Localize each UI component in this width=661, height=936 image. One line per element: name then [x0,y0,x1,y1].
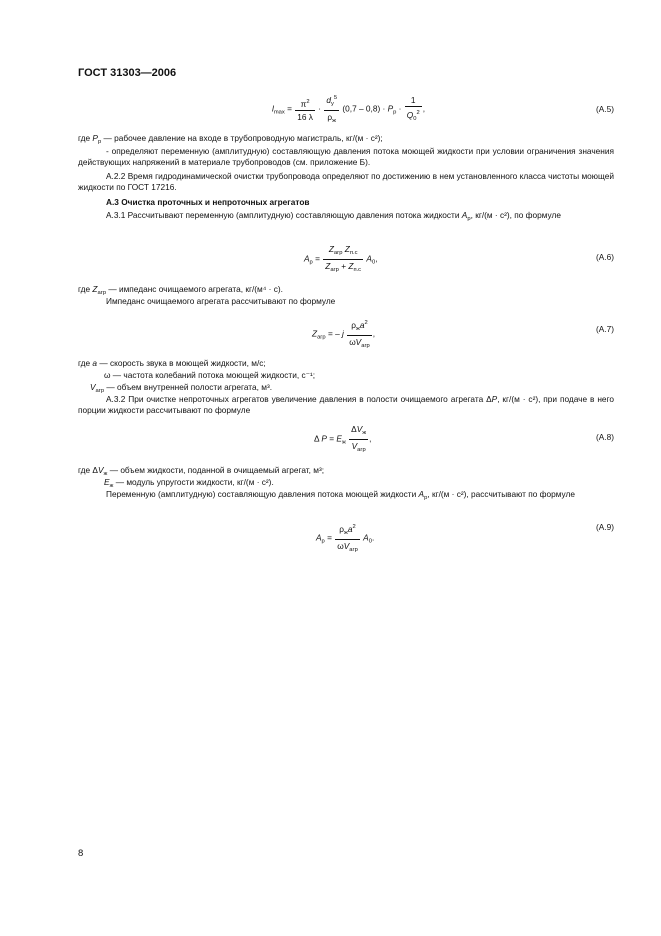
page-header: ГОСТ 31303—2006 [78,67,177,79]
where-v: $V_{агр}$ — объем внутренней полости агрегата, м³. [90,382,273,394]
eq-number-a5: (А.5) [596,104,614,114]
where-dv: где $\Delta V_ж$ — объем жидкости, поданной в очищаемый агрегат, м³; [78,465,325,477]
paragraph-a32: А.3.2 При очистке непроточных агрегатов увеличение давления в полости очищаемого агрегата ΔP, кг/(м · с²), при подаче в него порции жидкости рассчитывают по формуле [78,394,614,416]
where-w: ω — частота колебаний потока моющей жидкости, с⁻¹; [104,370,316,380]
where-a: где a — скорость звука в моющей жидкости, м/с; [78,358,266,368]
formula-a7: $Z_{агр}$ = – j $\frac{\rho_жa^2}{\omega V_{агр}}$ , [312,317,375,352]
paragraph-a31: А.3.1 Рассчитывают переменную (амплитудную) составляющую давления потока жидкости $A_p$, кг/(м · с²), по формуле [106,210,561,222]
formula-a8: Δ $P = E_ж$ $\frac{\Delta V_ж}{V_{агр}}$ , [314,424,372,453]
formula-a9: $A_p$ = $\frac{\rho_жa^2}{\omega V_{агр}}$ $A_0$. [316,521,374,556]
bullet-paragraph: - определяют переменную (амплитудную) составляющую давления потока моющей жидкости при условии ограничения значения действующих напряжений в материале трубопроводов (см. приложение Б). [78,146,614,168]
formula-a5: $l_{max}$ = $\frac{\pi^2}{16 \lambda}$ · $\frac{d_y^5}{\rho_ж}$ $(0,7 - 0,8) \cdot P_p$ · $\frac{1}{Q_0^2}$ , [272,92,425,127]
eq-number-a9: (А.9) [596,522,614,532]
eq-number-a8: (А.8) [596,432,614,442]
impedance-calc: Импеданс очищаемого агрегата рассчитывают по формуле [106,296,336,306]
where-pp: где $P_p$ — рабочее давление на входе в трубопроводную магистраль, кг/(м · с²); [78,133,383,145]
page-number: 8 [78,848,84,859]
section-a3-heading: А.3 Очистка проточных и непроточных агрегатов [106,197,310,207]
formula-a6: $A_p$ = $\frac{Z_{агр} Z_{п.с}}{Z_{агр} + Z_{п.с}}$ $A_0$, [304,244,378,273]
paragraph-a22: А.2.2 Время гидродинамической очистки трубопровода определяют по достижению в нем установленного класса чистоты моющей жидкости по ГОСТ 17216. [78,171,614,193]
eq-number-a7: (А.7) [596,324,614,334]
paragraph-final: Переменную (амплитудную) составляющую давления потока моющей жидкости $A_p$, кг/(м · с²), рассчитывают по формуле [106,489,575,501]
where-z: где $Z_{агр}$ — импеданс очищаемого агрегата, кг/(м⁴ · с). [78,284,283,296]
eq-number-a6: (А.6) [596,252,614,262]
where-e: $E_ж$ — модуль упругости жидкости, кг/(м · с²). [104,477,274,489]
